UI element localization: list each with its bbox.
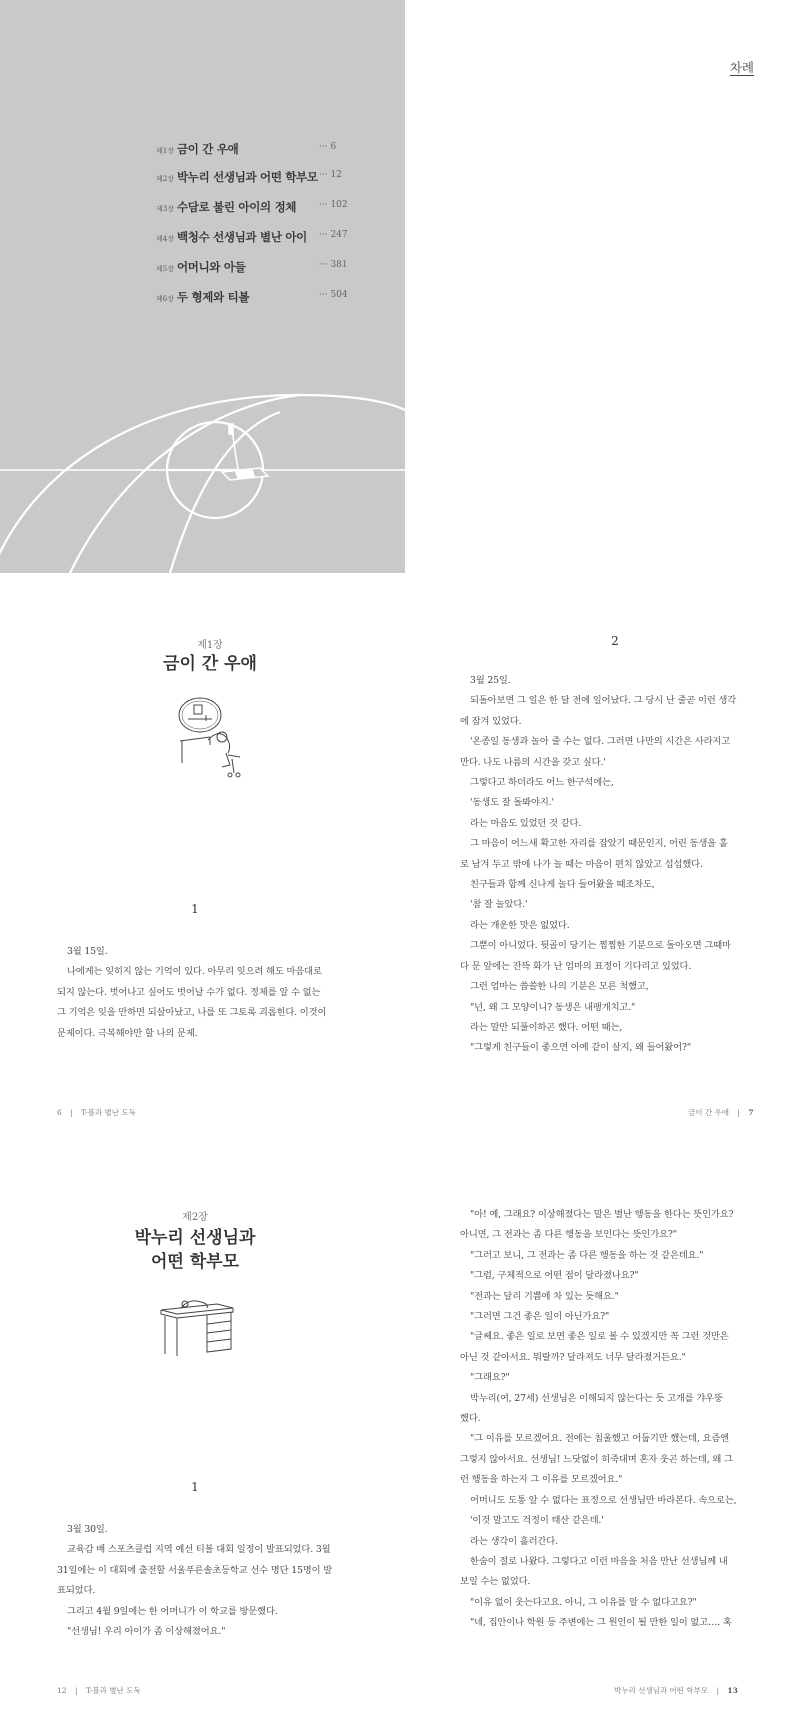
book-title: T-볼과 별난 도둑: [81, 1108, 136, 1117]
text-line: "그렇게 친구들이 좋으면 아예 같이 살지, 왜 들어왔어?": [470, 1042, 691, 1054]
section-number: 2: [611, 634, 619, 648]
chapter-title: 금이 간 우애: [163, 654, 257, 674]
toc-item-page: ··· 504: [319, 290, 348, 300]
text-line: "그러면 그건 좋은 일이 아닌가요?": [470, 1311, 610, 1323]
baseball-field-illustration: [0, 0, 405, 573]
toc-item[interactable]: [156, 289, 356, 307]
page-footer: 12 | T-볼과 별난 도둑: [57, 1686, 141, 1695]
text-line: 박누리(여, 27세) 선생님은 이해되지 않는다는 듯 고개를 갸우뚱: [470, 1392, 723, 1404]
text-line: 만다. 나도 나름의 시간을 갖고 싶다.': [460, 756, 606, 768]
text-line: "이유 없이 웃는다고요. 아니, 그 이유를 알 수 없다고요?": [470, 1596, 697, 1608]
text-line: 되돌아보면 그 일은 한 달 전에 일어났다. 그 당시 난 줄곧 이런 생각: [470, 695, 737, 707]
text-line: '참 잘 놀았다.': [470, 899, 528, 911]
page-number: 12: [57, 1686, 67, 1695]
toc-item-title: 두 형제와 티볼: [176, 290, 250, 304]
child-at-desk-illustration: [170, 693, 260, 783]
text-line: 3월 30일.: [67, 1524, 108, 1535]
toc-item-title: 수담로 불린 아이의 정체: [176, 200, 297, 214]
text-line: "그래요?": [470, 1372, 510, 1384]
page-number: 13: [727, 1686, 738, 1695]
text-line: 교육감 배 스포츠클럽 지역 예선 티볼 대회 일정이 발표되었다. 3월: [67, 1544, 331, 1556]
body-text: [460, 1205, 737, 1634]
text-line: '동생도 잘 돌봐야지.': [470, 797, 554, 809]
text-line: "글쎄요. 좋은 일로 보면 좋은 일로 볼 수 있겠지만 꼭 그런 것만은: [470, 1331, 729, 1343]
text-line: 다 문 앞에는 잔뜩 화가 난 엄마의 표정이 기다리고 있었다.: [460, 960, 692, 972]
chapter-title-line: 박누리 선생님과: [134, 1228, 256, 1248]
book-title: T-볼과 별난 도둑: [85, 1686, 141, 1695]
text-line: 친구들과 함께 신나게 놀다 들어왔을 때조차도,: [470, 879, 655, 891]
text-line: 되지 않는다. 벗어나고 싶어도 벗어날 수가 없다. 정체를 알 수 없는: [57, 986, 321, 998]
text-line: 아닌 것 같아서요. 뭐랄까? 달라져도 너무 달라졌거든요.": [460, 1351, 686, 1363]
text-line: 그뿐이 아니었다. 뒷골이 당기는 찜찜한 기분으로 돌아오면 그때마: [470, 940, 731, 952]
text-line: 에 잠겨 있었다.: [460, 715, 522, 727]
toc-panel: 차례 제1장 금이 간 우애 ··· 6 제2장 박누리 선생님과 어떤 학부모 ··· 12 제3장 수담로 불린 아이의 정체 ··· 102 제4장 백청수 선생님과 별난 아이 ··· 247 제5장 어머니와 아들 ··· 381 제6장 두 형제와 티볼 ··· 504: [0, 0, 405, 573]
text-line: 3월 25일.: [470, 675, 511, 686]
chapter-title-line: 어떤 학부모: [150, 1252, 240, 1272]
toc-item[interactable]: [156, 199, 356, 217]
toc-item-chapter: 제6장: [156, 295, 174, 303]
text-line: 그렇다고 하더라도 어느 한구석에는,: [470, 777, 614, 789]
text-line: "그 이유를 모르겠어요. 전에는 침울했고 어둡기만 했는데, 요즘엔: [470, 1433, 729, 1445]
page-footer: 6 | T-볼과 별난 도둑: [57, 1108, 136, 1117]
text-line: "아! 예, 그래요? 이상해졌다는 말은 별난 행동을 한다는 뜻인가요?: [470, 1209, 734, 1220]
text-line: 어머니도 도통 알 수 없다는 표정으로 선생님만 바라본다. 속으로는,: [470, 1494, 737, 1506]
toc-item-title: 박누리 선생님과 어떤 학부모: [176, 170, 318, 184]
toc-item[interactable]: [156, 229, 356, 247]
text-line: 31일에는 이 대회에 출전할 서울푸른솔초등학교 선수 명단 15명이 발: [57, 1564, 333, 1576]
toc-item-title: 백청수 선생님과 별난 아이: [176, 230, 307, 244]
toc-item-chapter: 제1장: [156, 147, 174, 155]
text-line: 그런 엄마는 씁쓸한 나의 기분은 모른 척했고,: [470, 981, 649, 993]
text-line: 런 행동을 하는지 그 이유를 모르겠어요.": [460, 1474, 623, 1486]
desk-illustration: [157, 1296, 237, 1358]
toc-item-page: ··· 6: [319, 142, 337, 152]
text-line: '이것 말고도 걱정이 태산 같은데.': [470, 1515, 604, 1527]
text-line: 라는 마음도 있었던 것 같다.: [470, 817, 582, 829]
text-line: "네, 집안이나 학원 등 주변에는 그 원인이 될 만한 일이 없고…. 혹: [470, 1617, 732, 1629]
chapter-running-title: 금이 간 우애: [688, 1108, 729, 1117]
section-number: 1: [191, 902, 199, 916]
chapter-label: 제2장: [182, 1212, 208, 1223]
page-number: 7: [748, 1108, 754, 1117]
body-text: [460, 671, 736, 1059]
chapter-title: [95, 1226, 295, 1274]
text-line: 그렇지 않아서요. 선생님! 느닷없이 히죽대며 혼자 웃곤 하는데, 왜 그: [460, 1453, 733, 1465]
text-line: 로 남겨 두고 밖에 나가 놀 때는 마음이 편치 않았고 섭섭했다.: [460, 858, 703, 870]
text-line: "그럼, 구체적으로 어떤 점이 달라졌나요?": [470, 1270, 639, 1282]
text-line: "넌, 왜 그 모양이니? 동생은 내팽개치고.": [470, 1001, 636, 1013]
chapter-running-title: 박누리 선생님과 어떤 학부모: [614, 1686, 709, 1695]
section-number: 1: [191, 1480, 199, 1494]
text-line: 라는 말만 되풀이하곤 했다. 어떤 때는,: [470, 1021, 623, 1033]
toc-item-page: ··· 102: [319, 200, 348, 210]
page-footer: 금이 간 우애 | 7: [688, 1108, 754, 1117]
text-line: 라는 개운한 맛은 없었다.: [470, 919, 570, 931]
text-line: 그 마음이 어느새 확고한 자리를 잡았기 때문인지, 어린 동생을 홀: [470, 838, 728, 850]
toc-item[interactable]: [156, 259, 356, 277]
toc-item-page: ··· 247: [319, 230, 348, 240]
text-line: 보일 수는 없었다.: [460, 1576, 531, 1588]
toc-item-page: ··· 12: [319, 170, 342, 180]
page-footer: 박누리 선생님과 어떤 학부모 | 13: [614, 1686, 738, 1695]
toc-item[interactable]: [156, 169, 356, 187]
toc-item-title: 금이 간 우애: [176, 142, 239, 156]
toc-item-chapter: 제2장: [156, 175, 174, 183]
toc-item-chapter: 제5장: [156, 265, 174, 273]
text-line: "전과는 달리 기쁨에 차 있는 듯해요.": [470, 1290, 619, 1302]
text-line: 3월 15일.: [67, 946, 108, 957]
text-line: '온종일 동생과 놀아 줄 수는 없다. 그러면 나만의 시간은 사라지고: [470, 736, 731, 748]
chapter-label: 제1장: [197, 640, 223, 651]
text-line: 나에게는 잊히지 않는 기억이 있다. 아무리 잊으려 해도 마음대로: [67, 966, 322, 978]
text-line: 했다.: [460, 1413, 481, 1425]
toc-item-page: ··· 381: [319, 260, 348, 270]
text-line: 한숨이 절로 나왔다. 그렇다고 이런 마음을 처음 만난 선생님께 내: [470, 1555, 728, 1567]
body-text: [57, 1520, 332, 1642]
text-line: "선생님! 우리 아이가 좀 이상해졌어요.": [67, 1626, 226, 1638]
text-line: 그 기억은 잊을 만하면 되살아났고, 나를 또 그토록 괴롭힌다. 이것이: [57, 1007, 327, 1019]
text-line: 라는 생각이 흘러간다.: [470, 1535, 558, 1547]
toc-item-chapter: 제4장: [156, 235, 174, 243]
text-line: 문제이다. 극복해야만 할 나의 문제.: [57, 1027, 198, 1039]
text-line: "그러고 보니, 그 전과는 좀 다른 행동을 하는 것 같은데요.": [470, 1249, 704, 1261]
toc-item-title: 어머니와 아들: [176, 260, 246, 274]
toc-item[interactable]: [156, 141, 356, 159]
toc-item-chapter: 제3장: [156, 205, 174, 213]
text-line: 표되었다.: [57, 1585, 96, 1597]
body-text: [57, 942, 326, 1044]
text-line: 그리고 4월 9일에는 한 어머니가 이 학교를 방문했다.: [67, 1605, 278, 1617]
page-number: 6: [57, 1108, 62, 1117]
text-line: 아니면, 그 전과는 좀 다른 행동을 보인다는 뜻인가요?": [460, 1229, 677, 1241]
